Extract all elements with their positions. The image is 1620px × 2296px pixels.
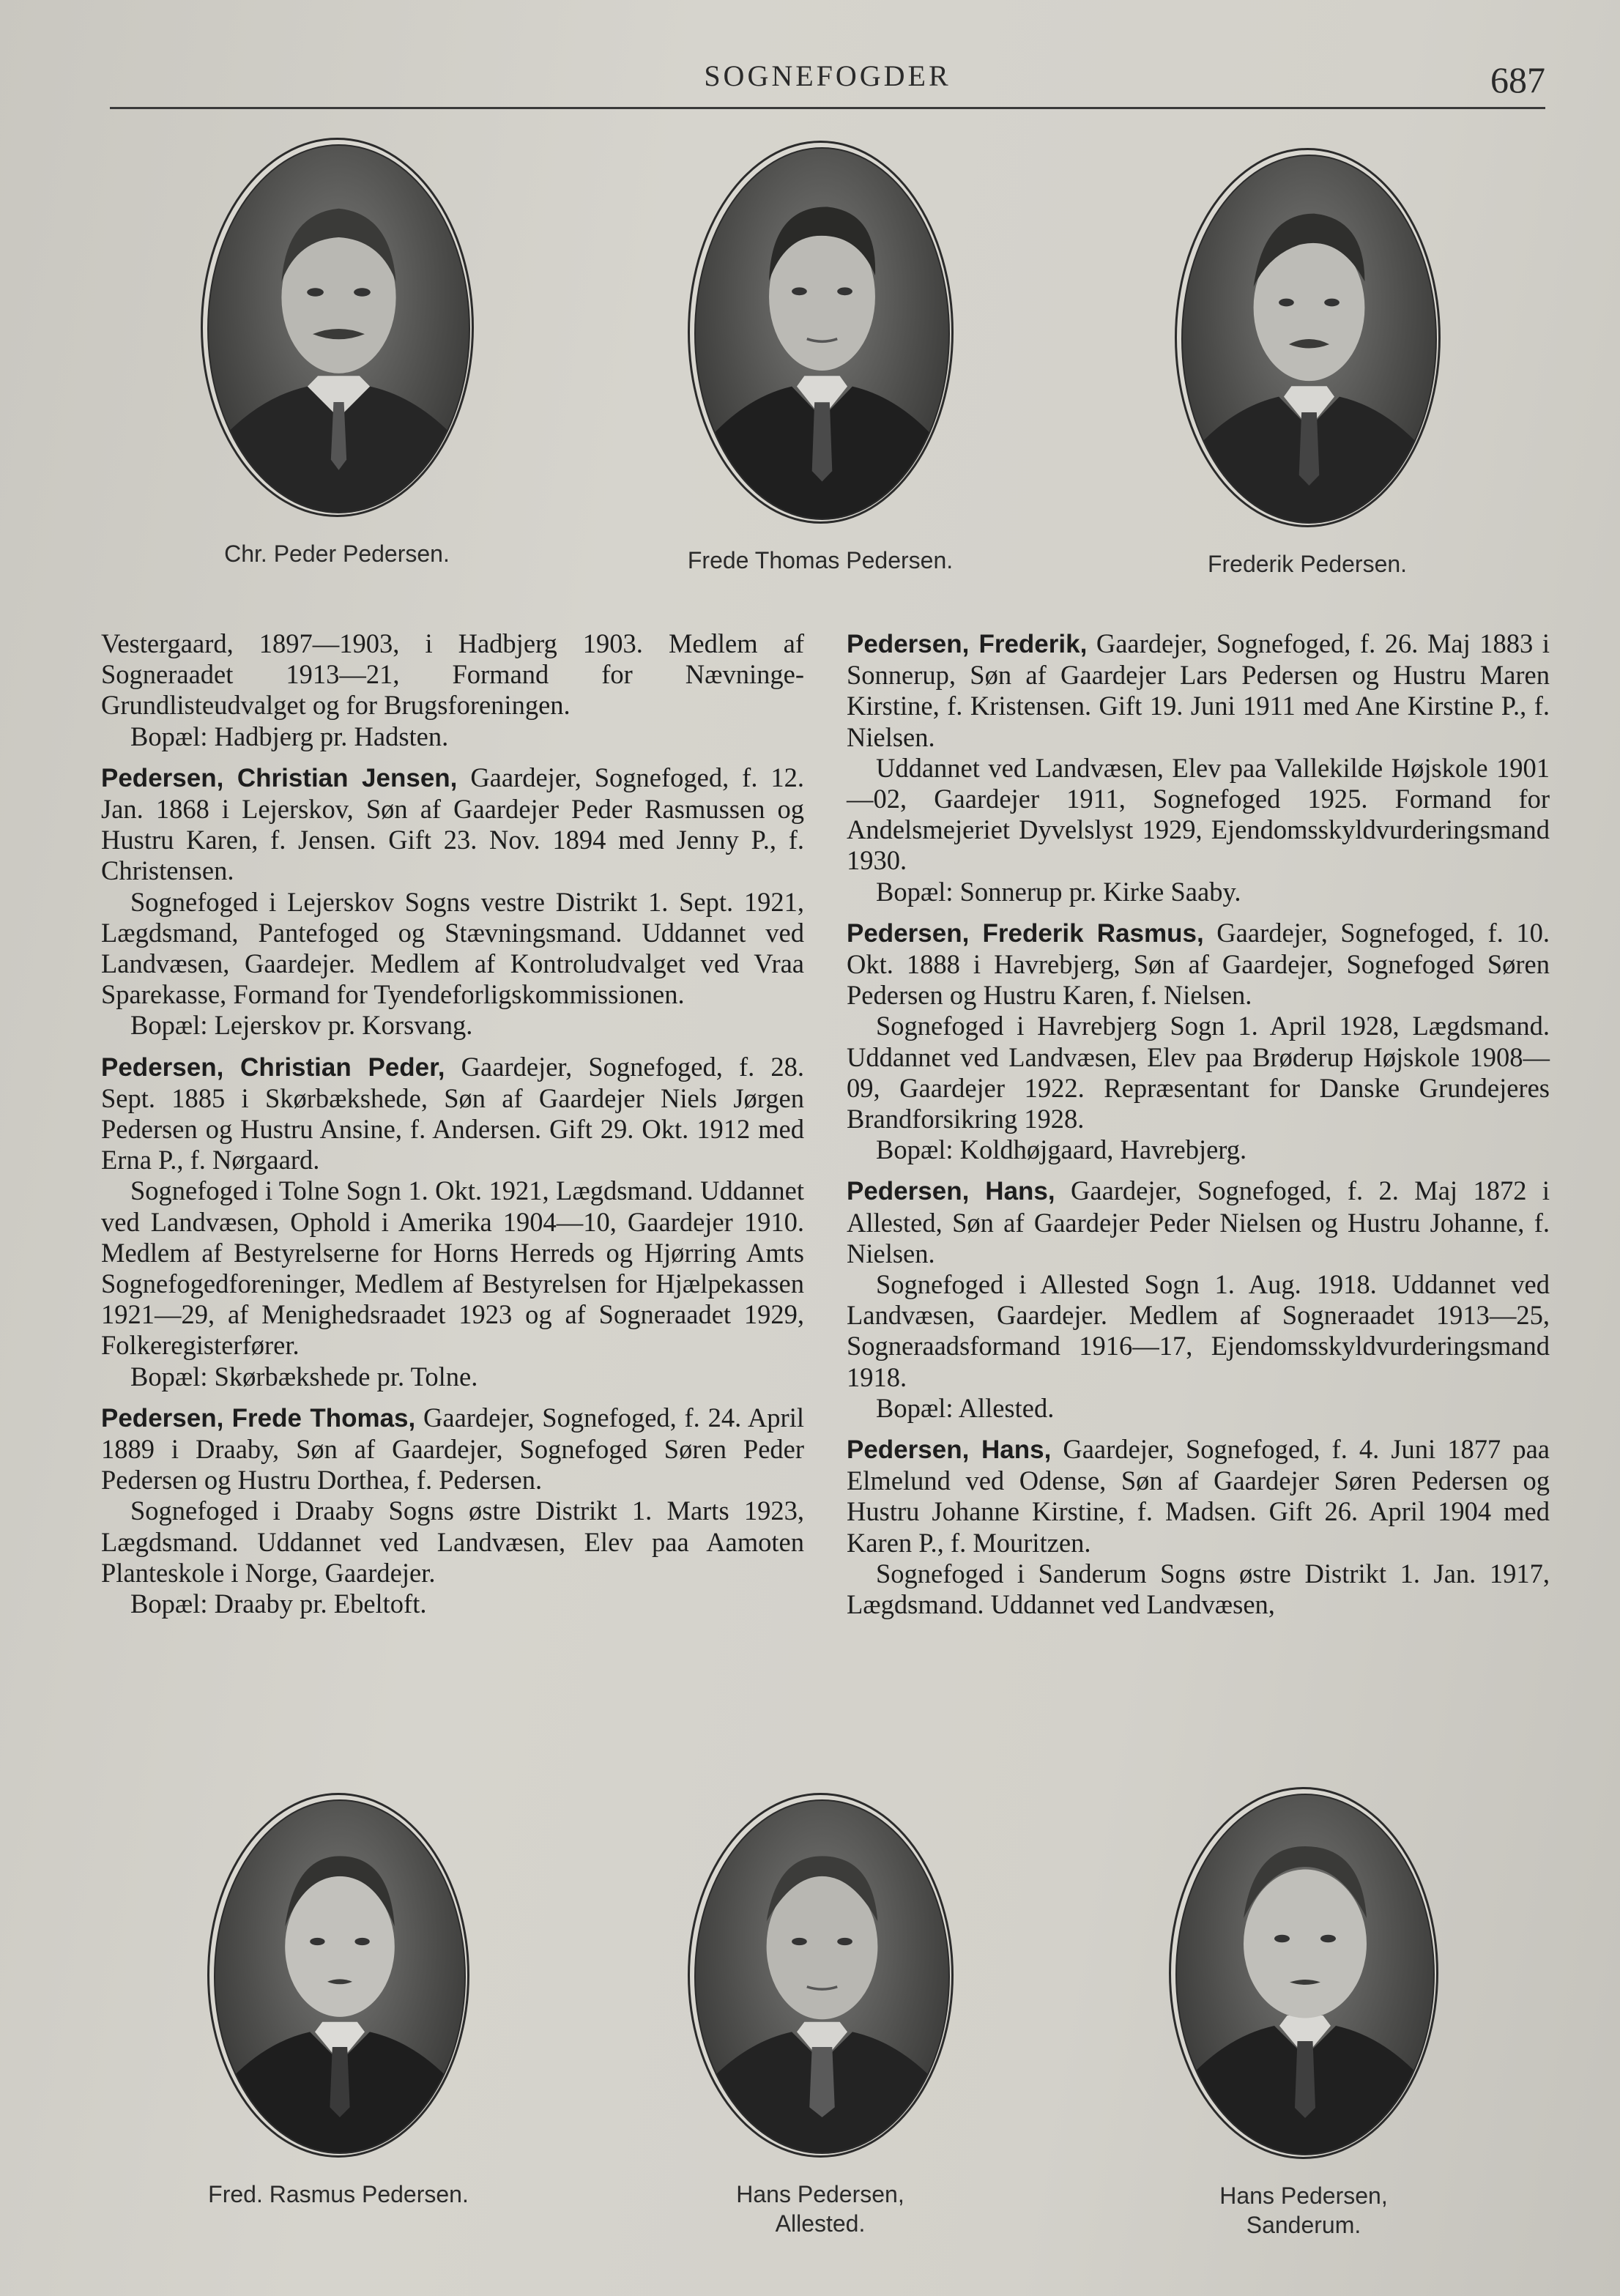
entry-residence: Bopæl: Hadbjerg pr. Hadsten. <box>130 721 449 751</box>
entry-continuation <box>101 628 804 752</box>
entry-residence: Bopæl: Koldhøjgaard, Havrebjerg. <box>876 1134 1247 1165</box>
entry-intro: Gaardejer, Sognefoged, f. 12. Jan. 1868 i Lejerskov, Søn af Gaardejer Peder Rasmussen og Hustru Karen, f. Jensen. Gift 23. Nov. 1894 med Jenny P., f. Christensen. <box>101 762 804 886</box>
entry-residence: Bopæl: Draaby pr. Ebeltoft. <box>130 1589 427 1619</box>
entry-career: Sognefoged i Sanderum Sogns østre Distrikt 1. Jan. 1917, Lægdsmand. Uddannet ved Landvæsen, <box>847 1558 1550 1620</box>
entry-career: Sognefoged i Havrebjerg Sogn 1. April 1928, Lægdsmand. Uddannet ved Landvæsen, Elev paa Brøderup Højskole 1908—09, Gaardejer 1922. Repræsentant for Danske Grundejeres Brandforsikring 1928. <box>847 1011 1550 1134</box>
entry-frede-thomas <box>101 1403 804 1619</box>
entry-residence: Bopæl: Allested. <box>876 1392 1055 1423</box>
portrait-fred-rasmus-pedersen <box>192 1793 485 2209</box>
portrait-caption <box>1157 2181 1450 2240</box>
entry-hans-sanderum <box>847 1434 1550 1620</box>
portrait-caption-line-1: Hans Pedersen, <box>1219 2182 1388 2209</box>
portrait-frede-thomas-pedersen <box>674 141 967 575</box>
entry-residence: Bopæl: Skørbækshede pr. Tolne. <box>130 1361 478 1392</box>
entry-name: Pedersen, Christian Jensen, <box>101 763 458 792</box>
portrait-photo <box>694 1799 950 2154</box>
entry-career: Sognefoged i Lejerskov Sogns vestre Distrikt 1. Sept. 1921, Lægdsmand, Pantefoged og Stævningsmand. Uddannet ved Landvæsen, Gaardejer. Medlem af Kontroludvalget ved Vraa Sparekasse, Formand for Tyendeforligskommissionen. <box>101 886 804 1010</box>
entry-name: Pedersen, Frederik, <box>847 630 1088 658</box>
portrait-caption: Frede Thomas Pedersen. <box>687 547 954 573</box>
entry-residence: Bopæl: Lejerskov pr. Korsvang. <box>130 1010 473 1041</box>
portrait-oval-frame <box>201 138 474 517</box>
entry-name: Pedersen, Hans, <box>847 1177 1055 1206</box>
portrait-oval-frame <box>1169 1787 1438 2159</box>
entry-career: Sognefoged i Tolne Sogn 1. Okt. 1921, Lægdsmand. Uddannet ved Landvæsen, Ophold i Amerika 1904—10, Gaardejer 1910. Medlem af Bestyrelserne for Horns Herreds og Hjørring Amts Sognefogedforeninger, Medlem af Bestyrelsen for Hjælpekassen 1921—29, af Menighedsraadet 1923 og af Sogneraadet 1929, Folkeregisterfører. <box>101 1175 804 1361</box>
entry-career: Sognefoged i Draaby Sogns østre Distrikt 1. Marts 1923, Lægdsmand. Uddannet ved Landvæsen, Elev paa Aamoten Planteskole i Norge, Gaardejer. <box>101 1496 804 1588</box>
entry-name: Pedersen, Christian Peder, <box>101 1052 445 1082</box>
entry-body: Vestergaard, 1897—1903, i Hadbjerg 1903. Medlem af Sogneraadet 1913—21, Formand for Nævninge-Grundlisteudvalget og for Brugsforeningen. <box>101 628 804 721</box>
portrait-caption-line-2: Sanderum. <box>1246 2212 1361 2238</box>
running-title: SOGNEFOGDER <box>704 59 951 92</box>
page-number: 687 <box>1490 59 1545 100</box>
entry-frederik <box>847 628 1550 907</box>
portrait-frederik-pedersen <box>1161 148 1454 579</box>
entry-hans-allested <box>847 1175 1550 1424</box>
portrait-caption-line-1: Hans Pedersen, <box>736 2181 904 2207</box>
entry-christian-peder <box>101 1052 804 1392</box>
entry-intro: Gaardejer, Sognefoged, f. 4. Juni 1877 paa Elmelund ved Odense, Søn af Gaardejer Søren Pedersen og Hustru Johanne Kirstine, f. Madsen. Gift 26. April 1904 med Karen P., f. Mouritzen. <box>847 1434 1550 1558</box>
portrait-oval-frame <box>688 141 954 524</box>
portrait-caption: Chr. Peder Pedersen. <box>224 540 450 567</box>
portrait-photo <box>214 1799 466 2154</box>
portrait-caption-line-2: Allested. <box>775 2210 866 2237</box>
entry-intro: Gaardejer, Sognefoged, f. 2. Maj 1872 i Allested, Søn af Gaardejer Peder Nielsen og Hustru Johanne, f. Nielsen. <box>847 1175 1550 1268</box>
entry-intro: Gaardejer, Sognefoged, f. 10. Okt. 1888 i Havrebjerg, Søn af Gaardejer, Sognefoged Søren Pedersen og Hustru Karen, f. Nielsen. <box>847 917 1550 1011</box>
portrait-hans-pedersen-allested <box>674 1793 967 2238</box>
entry-frederik-rasmus <box>847 918 1550 1166</box>
entry-name: Pedersen, Frede Thomas, <box>101 1403 416 1433</box>
portrait-photo <box>1175 1794 1435 2155</box>
portrait-chr-peder-pedersen <box>190 138 483 568</box>
portrait-hans-pedersen-sanderum <box>1157 1787 1450 2240</box>
entry-intro: Gaardejer, Sognefoged, f. 24. April 1889 i Draaby, Søn af Gaardejer, Sognefoged Søren Peder Pedersen og Hustru Dorthea, f. Pedersen. <box>101 1402 804 1496</box>
portrait-caption: Frederik Pedersen. <box>1207 551 1408 577</box>
entry-intro: Gaardejer, Sognefoged, f. 26. Maj 1883 i Sonnerup, Søn af Gaardejer Lars Pedersen og Hustru Maren Kirstine, f. Kristensen. Gift 19. Juni 1911 med Ane Kirstine P., f. Nielsen. <box>847 628 1550 752</box>
portrait-oval-frame <box>1175 148 1441 527</box>
portrait-oval-frame <box>207 1793 469 2158</box>
left-column <box>101 628 804 1630</box>
entry-residence: Bopæl: Sonnerup pr. Kirke Saaby. <box>876 876 1241 907</box>
entry-career: Uddannet ved Landvæsen, Elev paa Vallekilde Højskole 1901—02, Gaardejer 1911, Sognefoged 1925. Formand for Andelsmejeriet Dyvelslyst 1929, Ejendomsskyldvurderingsmand 1930. <box>847 752 1550 876</box>
entry-name: Pedersen, Frederik Rasmus, <box>847 918 1204 948</box>
entry-christian-jensen <box>101 762 804 1041</box>
entry-name: Pedersen, Hans, <box>847 1435 1052 1465</box>
entry-career: Sognefoged i Allested Sogn 1. Aug. 1918. Uddannet ved Landvæsen, Gaardejer. Medlem af Sogneraadet 1913—25, Sogneraadsformand 1916—17, Ejendomsskyldvurderingsmand 1918. <box>847 1269 1550 1392</box>
portrait-photo <box>1181 155 1437 524</box>
header-rule <box>110 107 1545 109</box>
portrait-caption: Fred. Rasmus Pedersen. <box>208 2181 469 2207</box>
portrait-oval-frame <box>688 1793 954 2158</box>
portrait-caption <box>674 2180 967 2238</box>
entry-intro: Gaardejer, Sognefoged, f. 28. Sept. 1885 i Skørbækshede, Søn af Gaardejer Niels Jørgen Pedersen og Hustru Ansine, f. Andersen. Gift 29. Okt. 1912 med Erna P., f. Nørgaard. <box>101 1051 804 1175</box>
running-head <box>110 51 1545 110</box>
portrait-photo <box>207 144 470 513</box>
portrait-photo <box>694 147 950 520</box>
right-column <box>847 628 1550 1630</box>
